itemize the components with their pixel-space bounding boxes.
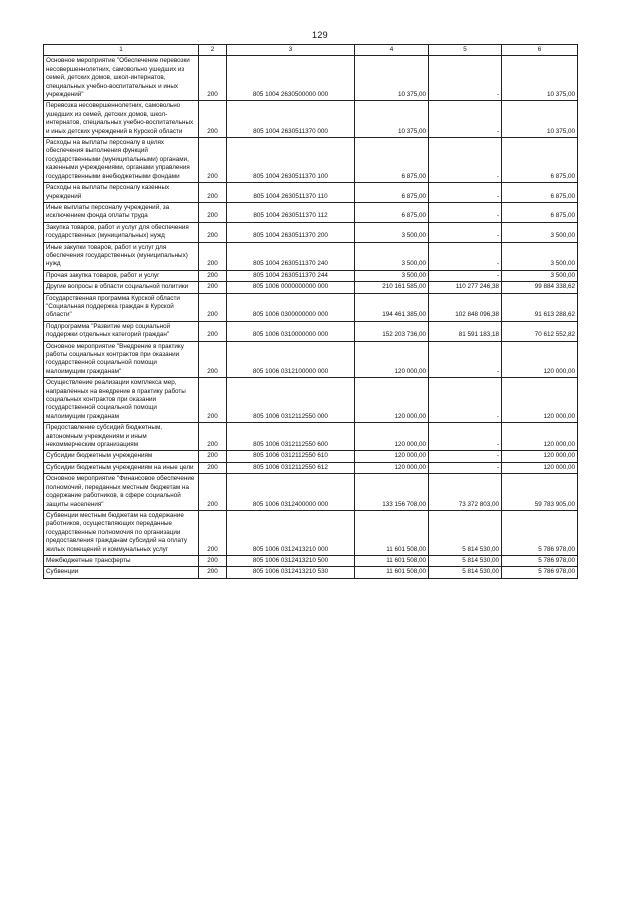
row-col2: 200 — [199, 282, 227, 293]
row-code: 805 1006 0000000000 000 — [227, 282, 355, 293]
row-amount-4: 133 156 708,00 — [355, 474, 429, 511]
row-col2: 200 — [199, 270, 227, 281]
row-amount-5: - — [429, 56, 502, 101]
row-amount-6: 10 375,00 — [502, 101, 578, 138]
row-col2: 200 — [199, 510, 227, 555]
row-code: 805 1006 0312100000 000 — [227, 341, 355, 378]
row-amount-4: 152 203 736,00 — [355, 321, 429, 341]
table-row — [44, 567, 578, 578]
row-amount-6: 10 375,00 — [502, 56, 578, 101]
row-name: Другие вопросы в области социальной политики — [44, 282, 199, 293]
row-amount-5: - — [429, 451, 502, 462]
row-amount-4: 6 875,00 — [355, 138, 429, 183]
row-amount-6: 120 000,00 — [502, 341, 578, 378]
row-code: 805 1004 2630511370 000 — [227, 101, 355, 138]
row-amount-5: 102 848 096,38 — [429, 293, 502, 321]
row-amount-5: 110 277 246,38 — [429, 282, 502, 293]
row-amount-5: - — [429, 423, 502, 451]
row-code: 805 1006 0310000000 000 — [227, 321, 355, 341]
row-col2: 200 — [199, 555, 227, 566]
table-row — [44, 183, 578, 203]
row-name: Предоставление субсидий бюджетным, автономным учреждениям и иным некоммерческим организациям — [44, 423, 199, 451]
row-amount-5: - — [429, 101, 502, 138]
table-row — [44, 451, 578, 462]
row-amount-5: 5 814 530,00 — [429, 510, 502, 555]
row-code: 805 1004 2630511370 200 — [227, 222, 355, 242]
row-name: Подпрограмма "Развитие мер социальной поддержки отдельных категорий граждан" — [44, 321, 199, 341]
table-row — [44, 101, 578, 138]
row-col2: 200 — [199, 293, 227, 321]
row-amount-4: 3 500,00 — [355, 270, 429, 281]
row-col2: 200 — [199, 567, 227, 578]
row-amount-5: 5 814 530,00 — [429, 567, 502, 578]
column-header: 2 — [199, 45, 227, 56]
row-col2: 200 — [199, 341, 227, 378]
table-row — [44, 341, 578, 378]
row-col2: 200 — [199, 56, 227, 101]
row-amount-4: 6 875,00 — [355, 202, 429, 222]
row-amount-6: 6 875,00 — [502, 183, 578, 203]
table-row — [44, 378, 578, 423]
row-col2: 200 — [199, 242, 227, 270]
table-row — [44, 270, 578, 281]
row-amount-5: - — [429, 222, 502, 242]
row-amount-4: 120 000,00 — [355, 462, 429, 473]
column-header: 6 — [502, 45, 578, 56]
row-amount-6: 6 875,00 — [502, 138, 578, 183]
row-col2: 200 — [199, 183, 227, 203]
table-row — [44, 462, 578, 473]
row-amount-6: 3 500,00 — [502, 242, 578, 270]
column-header: 1 — [44, 45, 199, 56]
row-code: 805 1004 2630511370 110 — [227, 183, 355, 203]
table-row — [44, 56, 578, 101]
row-code: 805 1006 0312413210 000 — [227, 510, 355, 555]
row-amount-5: - — [429, 242, 502, 270]
row-col2: 200 — [199, 101, 227, 138]
row-name: Основное мероприятие "Внедрение в практику работы социальных контрактов при оказании государственной социальной помощи малоимущим гражданам" — [44, 341, 199, 378]
table-row — [44, 242, 578, 270]
budget-table — [43, 44, 578, 579]
row-amount-5: - — [429, 202, 502, 222]
row-name: Основное мероприятие "Обеспечение перевозки несовершеннолетних, самовольно ушедших из семей, детских домов, школ-интернатов, специальных учебно-воспитательных и иных учреждений" — [44, 56, 199, 101]
table-row — [44, 474, 578, 511]
row-name: Иные закупки товаров, работ и услуг для обеспечения государственных (муниципальных) нужд — [44, 242, 199, 270]
row-col2: 200 — [199, 222, 227, 242]
row-name: Субсидии бюджетным учреждениям — [44, 451, 199, 462]
table-row — [44, 510, 578, 555]
row-code: 805 1004 2630511370 244 — [227, 270, 355, 281]
row-code: 805 1006 0300000000 000 — [227, 293, 355, 321]
row-amount-5: - — [429, 462, 502, 473]
row-amount-6: 120 000,00 — [502, 378, 578, 423]
row-amount-4: 120 000,00 — [355, 451, 429, 462]
row-col2: 200 — [199, 423, 227, 451]
row-code: 805 1004 2630511370 240 — [227, 242, 355, 270]
table-row — [44, 282, 578, 293]
row-amount-4: 120 000,00 — [355, 378, 429, 423]
row-name: Расходы на выплаты персоналу казенных учреждений — [44, 183, 199, 203]
row-amount-6: 6 875,00 — [502, 202, 578, 222]
row-amount-6: 5 786 978,00 — [502, 567, 578, 578]
row-name: Субвенции — [44, 567, 199, 578]
row-amount-6: 91 613 288,62 — [502, 293, 578, 321]
row-amount-6: 5 786 978,00 — [502, 555, 578, 566]
row-amount-5: - — [429, 378, 502, 423]
row-amount-4: 10 375,00 — [355, 101, 429, 138]
column-header: 3 — [227, 45, 355, 56]
row-amount-6: 120 000,00 — [502, 423, 578, 451]
row-name: Закупка товаров, работ и услуг для обеспечения государственных (муниципальных) нужд — [44, 222, 199, 242]
table-row — [44, 321, 578, 341]
row-code: 805 1006 0312112550 600 — [227, 423, 355, 451]
row-amount-4: 11 601 508,00 — [355, 567, 429, 578]
row-name: Межбюджетные трансферты — [44, 555, 199, 566]
row-amount-5: 81 591 183,18 — [429, 321, 502, 341]
row-amount-5: - — [429, 138, 502, 183]
table-row — [44, 222, 578, 242]
row-name: Прочая закупка товаров, работ и услуг — [44, 270, 199, 281]
row-code: 805 1004 2630500000 000 — [227, 56, 355, 101]
row-code: 805 1006 0312112550 612 — [227, 462, 355, 473]
row-amount-6: 3 500,00 — [502, 222, 578, 242]
row-code: 805 1006 0312413210 500 — [227, 555, 355, 566]
row-amount-5: - — [429, 341, 502, 378]
column-header: 4 — [355, 45, 429, 56]
row-amount-4: 194 461 385,00 — [355, 293, 429, 321]
row-code: 805 1004 2630511370 100 — [227, 138, 355, 183]
table-row — [44, 423, 578, 451]
row-amount-6: 99 884 338,62 — [502, 282, 578, 293]
row-amount-4: 210 161 585,00 — [355, 282, 429, 293]
row-amount-4: 11 601 508,00 — [355, 555, 429, 566]
row-col2: 200 — [199, 321, 227, 341]
row-amount-6: 70 612 552,82 — [502, 321, 578, 341]
row-col2: 200 — [199, 202, 227, 222]
row-col2: 200 — [199, 462, 227, 473]
row-name: Осуществление реализации комплекса мер, направленных на внедрение в практику работы социальных контрактов при оказании государственной социальной помощи малоимущим гражданам — [44, 378, 199, 423]
row-amount-4: 10 375,00 — [355, 56, 429, 101]
row-name: Основное мероприятие "Финансовое обеспечение полномочий, переданных местным бюджетам на содержание работников, в сфере социальной защиты населения" — [44, 474, 199, 511]
table-header-row — [44, 45, 578, 56]
row-amount-4: 3 500,00 — [355, 242, 429, 270]
table-row — [44, 555, 578, 566]
row-name: Государственная программа Курской области "Социальная поддержка граждан в Курской области" — [44, 293, 199, 321]
row-amount-5: - — [429, 183, 502, 203]
row-col2: 200 — [199, 451, 227, 462]
row-amount-5: 5 814 530,00 — [429, 555, 502, 566]
row-amount-4: 3 500,00 — [355, 222, 429, 242]
row-name: Расходы на выплаты персоналу в целях обеспечения выполнения функций государственными (муниципальными) органами, казенными учреждениями, органами управления государственными внебюджетными фондами — [44, 138, 199, 183]
row-col2: 200 — [199, 474, 227, 511]
row-amount-4: 120 000,00 — [355, 341, 429, 378]
row-col2: 200 — [199, 138, 227, 183]
row-name: Субсидии бюджетным учреждениям на иные цели — [44, 462, 199, 473]
table-row — [44, 138, 578, 183]
row-amount-6: 120 000,00 — [502, 462, 578, 473]
row-code: 805 1004 2630511370 112 — [227, 202, 355, 222]
row-amount-6: 5 786 978,00 — [502, 510, 578, 555]
row-name: Субвенции местным бюджетам на содержание работников, осуществляющих переданные государственные полномочия по организации предоставления гражданам субсидий на оплату жилых помещений и коммунальных услуг — [44, 510, 199, 555]
row-amount-4: 120 000,00 — [355, 423, 429, 451]
row-code: 805 1006 0312112550 000 — [227, 378, 355, 423]
row-code: 805 1006 0312112550 610 — [227, 451, 355, 462]
row-col2: 200 — [199, 378, 227, 423]
row-amount-6: 120 000,00 — [502, 451, 578, 462]
row-amount-6: 3 500,00 — [502, 270, 578, 281]
row-code: 805 1006 0312400000 000 — [227, 474, 355, 511]
row-name: Перевозка несовершеннолетних, самовольно ушедших из семей, детских домов, школ-интернатов, специальных учебно-воспитательных и иных детских учреждений в Курской области — [44, 101, 199, 138]
column-header: 5 — [429, 45, 502, 56]
row-amount-5: 73 372 803,00 — [429, 474, 502, 511]
table-row — [44, 202, 578, 222]
row-amount-4: 6 875,00 — [355, 183, 429, 203]
row-amount-5: - — [429, 270, 502, 281]
row-amount-6: 59 783 905,00 — [502, 474, 578, 511]
row-amount-4: 11 601 508,00 — [355, 510, 429, 555]
row-code: 805 1006 0312413210 530 — [227, 567, 355, 578]
page-number: 129 — [312, 30, 328, 40]
table-row — [44, 293, 578, 321]
row-name: Иные выплаты персоналу учреждений, за исключением фонда оплаты труда — [44, 202, 199, 222]
